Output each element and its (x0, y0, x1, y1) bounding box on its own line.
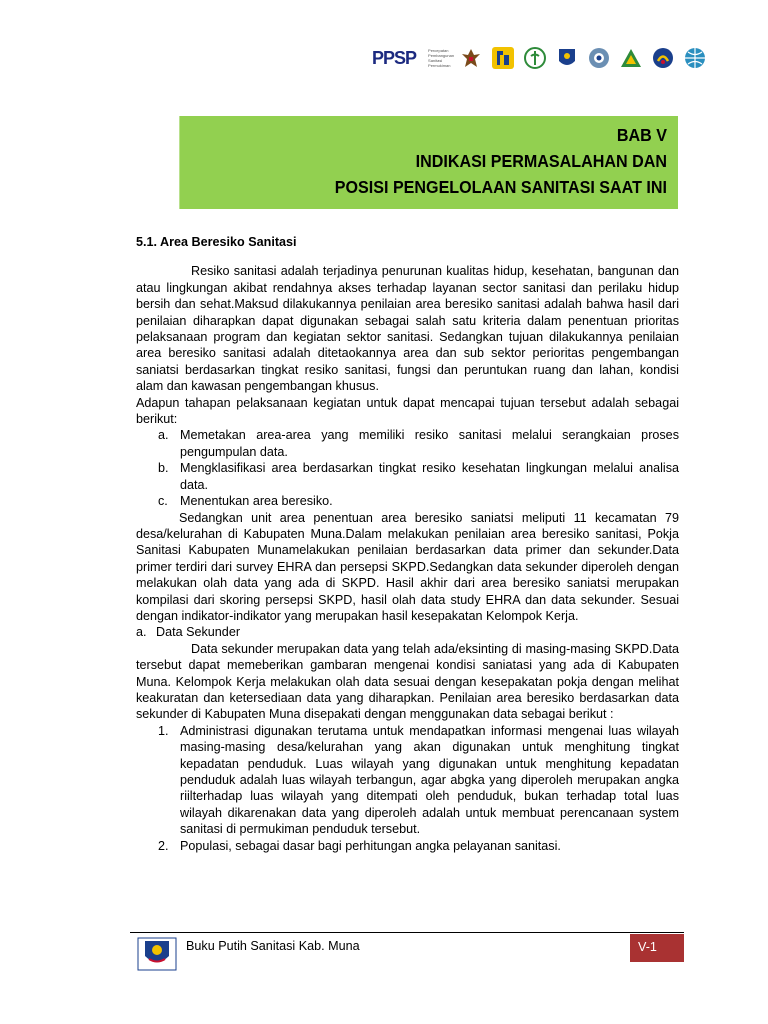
garuda-logo (460, 47, 482, 69)
chapter-banner (179, 116, 678, 209)
chapter-title-line2: POSISI PENGELOLAAN SANITASI SAAT INI (334, 177, 667, 197)
paragraph-4: Data sekunder merupakan data yang telah ada/eksinting di masing-masing SKPD.Data tersebut dapat memeberikan gambaran mengenai kondisi saniatasi yang ada di Kabupaten Muna. Kelompok Kerja melakukan olah data sesuai dengan kesepakatan pokja dengan melihat keakuratan dan ketersediaan data yang diharapkan. Penilaian area beresiko berdasarkan data sekunder di Kabupaten Muna disepakati dengan menggunakan data sebagai berikut : (136, 641, 679, 722)
muna-seal-logo (137, 937, 177, 971)
chapter-title-line1: INDIKASI PERMASALAHAN DAN (415, 151, 667, 171)
kemenkes-logo (524, 47, 546, 69)
footer-divider (130, 932, 684, 933)
pu-logo (492, 47, 514, 69)
chapter-number: BAB V (616, 125, 667, 145)
bappenas-logo (652, 47, 674, 69)
list-item: 2. Populasi, sebagai dasar bagi perhitungan angka pelayanan sanitasi. (158, 838, 561, 853)
page-number-badge: V-1 (630, 934, 684, 962)
numbered-list (136, 723, 679, 854)
paragraph-1: Resiko sanitasi adalah terjadinya penurunan kualitas hidup, kesehatan, bangunan dan atau lingkungan akibat rendahnya akses terhadap layanan sector sanitasi dan perilaku hidup bersih dan sehat.Maksud dilakukannya penilaian area beresiko sanitasi adalah bahwa hasil dari penilaian diharapkan dapat digunakan sebagai salah satu kriteria dalam penentuan prioritas pelaksanaan program dan kegiatan sektor sanitasi. Sedangkan tujuan dilakukannya penilaian area beresiko sanitasi adalah ditetaokannya area dan sub sektor perioritas pengembangan saniatsi berdasarkan tingkat resiko sanitasi, fungsi dan peruntukan ruang dan lahan, kondisi alam dan kawasan pengembangan khusus. (136, 264, 679, 394)
list-item: b. Mengklasifikasi area berdasarkan tingkat resiko kesehatan lingkungan melalui analisa data. (158, 461, 679, 492)
ppsp-subtitle: Percepatan Pembangunan Sanitasi Permukiman (428, 48, 455, 68)
footer-title: Buku Putih Sanitasi Kab. Muna (186, 939, 360, 953)
list-item: 1. Administrasi digunakan terutama untuk mendapatkan informasi mengenai luas wilayah masing-masing desa/kelurahan yang akan digunakan untuk menghitung tingkat kepadatan penduduk. Luas wilayah yang digunakan untuk menghitung kepadatan penduduk adalah luas wilayah terbangun, agar abgka yang diperoleh merupakan angka riilterhadap luas wilayah yang ditempati oleh penduduk, bukan terhadap total luas wilayah dikarenakan data yang diperoleh adalah untuk membuat perencanaan system sanitasi di permukiman penduduk tersebut. (158, 723, 679, 837)
kemendagri-logo (556, 47, 578, 69)
globe-logo (684, 47, 706, 69)
paragraph-3: Sedangkan unit area penentuan area beresiko saniatsi meliputi 11 kecamatan 79 desa/kelurahan di Kabupaten Muna.Dalam melakukan penilaian area beresiko sanitasi, Pokja Sanitasi Kabupaten Munamelakukan penilaian berdasarkan data primer dan sekunder.Data primer terdiri dari survey EHRA dan persepsi SKPD.Sedangkan data sekunder diperoleh dengan melakukan olah data yang ada di SKPD. Hasil akhir dari area beresiko saniatsi merupakan kompilasi dari skoring persepsi SKPD, hasil olah data study EHRA dan data sekunder. Sesuai dengan indikator-indikator yang merupakan hasil kesepakatan Kelompok Kerja. (136, 510, 679, 623)
kemenkeu-logo (588, 47, 610, 69)
document-body (136, 234, 679, 854)
lingkungan-logo (620, 47, 642, 69)
steps-list (136, 427, 679, 509)
list-item: c. Menentukan area beresiko. (158, 494, 333, 509)
ppsp-logo: PPSP (372, 47, 417, 68)
section-heading: 5.1. Area Beresiko Sanitasi (136, 235, 297, 249)
header-logos (372, 38, 706, 78)
list-item: a. Memetakan area-area yang memiliki resiko sanitasi melalui serangkaian proses pengumpulan data. (158, 428, 679, 459)
subsection-heading: a. Data Sekunder (136, 625, 241, 640)
paragraph-2: Adapun tahapan pelaksanaan kegiatan untuk dapat mencapai tujuan tersebut adalah sebagai berikut: (136, 395, 679, 427)
